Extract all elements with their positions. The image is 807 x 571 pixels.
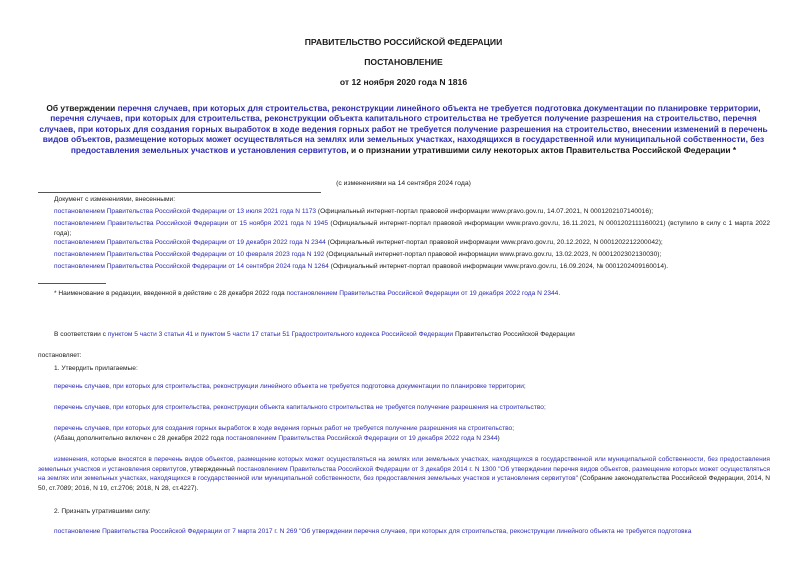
amendment-item [54, 238, 663, 248]
footnote-text: * Наименование в редакции, введенной в действие с 28 декабря 2022 года [54, 290, 287, 297]
approved-item-link[interactable]: перечень случаев, при которых для создания горных выработок в ходе ведения горных работ не требуется получение разрешения на строительство; [54, 425, 515, 432]
title-prefix: Об утверждении [46, 103, 118, 113]
amendment-item [54, 207, 653, 217]
government-heading: ПРАВИТЕЛЬСТВО РОССИЙСКОЙ ФЕДЕРАЦИИ [304, 37, 503, 47]
amendment-link[interactable]: постановлением Правительства Российской Федерации от 14 сентября 2024 года N 1264 [54, 263, 329, 270]
title-link[interactable]: перечня случаев, при которых для строительства, реконструкции линейного объекта не требуется подготовка документации по планировке территории, перечня случаев, при которых для строительства, реконструкции объекта капитального строительства не требуется получение разрешения на строительство, перечня случаев, при которых для создания горных выработок в ходе ведения горных работ не требуется получение разрешения на строительство, внесении изменений в перечень видов объектов, размещение которых может осуществляться на землях или земельных участках, находящихся в государственной или муниципальной собственности, без предоставления земельных участков и установления сервитутов [39, 103, 768, 155]
paragraph-2: 2. Признать утратившими силу: [54, 508, 151, 515]
amendment-link[interactable]: постановлением Правительства Российской Федерации от 15 ноября 2021 года N 1945 [54, 220, 328, 227]
paragraph-1: 1. Утвердить прилагаемые: [54, 365, 138, 372]
amendment-source: (Официальный интернет-портал правовой информации www.pravo.gov.ru, 14.07.2021, N 0001202107140016); [316, 208, 654, 215]
approved-item-link[interactable]: перечень случаев, при которых для строительства, реконструкции линейного объекта не требуется подготовка документации по планировке территории; [54, 383, 526, 390]
approved-item-link[interactable]: изменения, которые вносятся в перечень видов объектов, размещение которых может осуществляться на землях или земельных участках, находящихся в государственной или муниципальной собственности, без предоставления земельных участков и установления сервитутов [38, 456, 770, 473]
approved-item-mid: , утвержденный [186, 465, 237, 473]
document-title [38, 103, 769, 155]
approved-item-link[interactable]: перечень случаев, при которых для строительства, реконструкции объекта капитального строительства не требуется получение разрешения на строительство; [54, 404, 546, 411]
footnote-separator [38, 283, 106, 284]
note-link[interactable]: постановлением Правительства Российской Федерации от 19 декабря 2022 года N 2344 [225, 435, 498, 442]
revision-note: (с изменениями на 14 сентября 2024 года) [336, 180, 471, 187]
basis-prefix: В соответствии с [54, 331, 108, 338]
amendment-link[interactable]: постановлением Правительства Российской Федерации от 19 декабря 2022 года N 2344 [54, 239, 326, 246]
basis-paragraph [54, 330, 575, 340]
note-prefix: (Абзац дополнительно включен с 28 декабря 2022 года [54, 435, 226, 442]
footnote-link[interactable]: постановлением Правительства Российской Федерации от 19 декабря 2022 года N 2344 [286, 290, 559, 297]
footnote [54, 289, 560, 299]
amendment-source: (Официальный интернет-портал правовой информации www.pravo.gov.ru, 20.12.2022, N 0001202212200042); [325, 239, 663, 246]
amendments-separator [38, 192, 321, 193]
repealed-item-1 [54, 527, 691, 537]
amendment-source: (Официальный интернет-портал правовой информации www.pravo.gov.ru, 13.02.2023, N 0001202302130030); [324, 251, 662, 258]
amendments-intro: Документ с изменениями, внесенными: [54, 196, 176, 203]
approved-item-4 [38, 455, 770, 493]
amendment-source: (Официальный интернет-портал правовой информации www.pravo.gov.ru, 16.09.2024, № 0001202409160014). [328, 263, 669, 270]
approved-item-3-note [54, 434, 500, 444]
note-suffix: ) [497, 435, 500, 442]
approved-item-source: (Собрание законодательства Российской Федерации, 2014, N 50, ст.7089; 2016, N 19, ст.2706; 2018, N 28, ст.4227). [38, 475, 771, 492]
approved-item-3 [54, 424, 514, 434]
amendment-link[interactable]: постановлением Правительства Российской Федерации от 10 февраля 2023 года N 192 [54, 251, 325, 258]
document-type: ПОСТАНОВЛЕНИЕ [364, 57, 443, 67]
approved-item-1 [54, 382, 526, 392]
footnote-end: . [558, 290, 561, 297]
resolution-1300-link[interactable]: постановлением Правительства Российской Федерации от 3 декабря 2014 г. N 1300 "Об утверждении перечня видов объектов, размещение которых может осуществляться на землях или земельных участках, находящихся в государственной или муниципальной собственности, без предоставления земельных участков и установления сервитутов" [38, 465, 770, 483]
amendment-source: (Официальный интернет-портал правовой информации www.pravo.gov.ru, 16.11.2021, N 0001202111160021) (вступило в силу с 1 марта 2022 года); [54, 220, 770, 237]
amendment-link[interactable]: постановлением Правительства Российской Федерации от 13 июля 2021 года N 1173 [54, 208, 317, 215]
amendment-item [54, 219, 770, 238]
repealed-item-link[interactable]: постановление Правительства Российской Федерации от 7 марта 2017 г. N 269 "Об утверждении перечня случаев, при которых для строительства, реконструкции линейного объекта не требуется подготовка [54, 528, 692, 535]
amendment-item [54, 262, 668, 272]
approved-item-2 [54, 403, 546, 413]
document-date: от 12 ноября 2020 года N 1816 [339, 77, 468, 87]
decree-word: постановляет: [38, 352, 82, 359]
basis-suffix: Правительство Российской Федерации [453, 331, 575, 338]
basis-link[interactable]: пунктом 5 части 3 статьи 41 и пунктом 5 части 17 статьи 51 Градостроительного кодекса Российской Федерации [107, 331, 454, 338]
amendment-item [54, 250, 661, 260]
title-suffix: , и о признании утратившими силу некоторых актов Правительства Российской Федерации * [346, 144, 737, 155]
